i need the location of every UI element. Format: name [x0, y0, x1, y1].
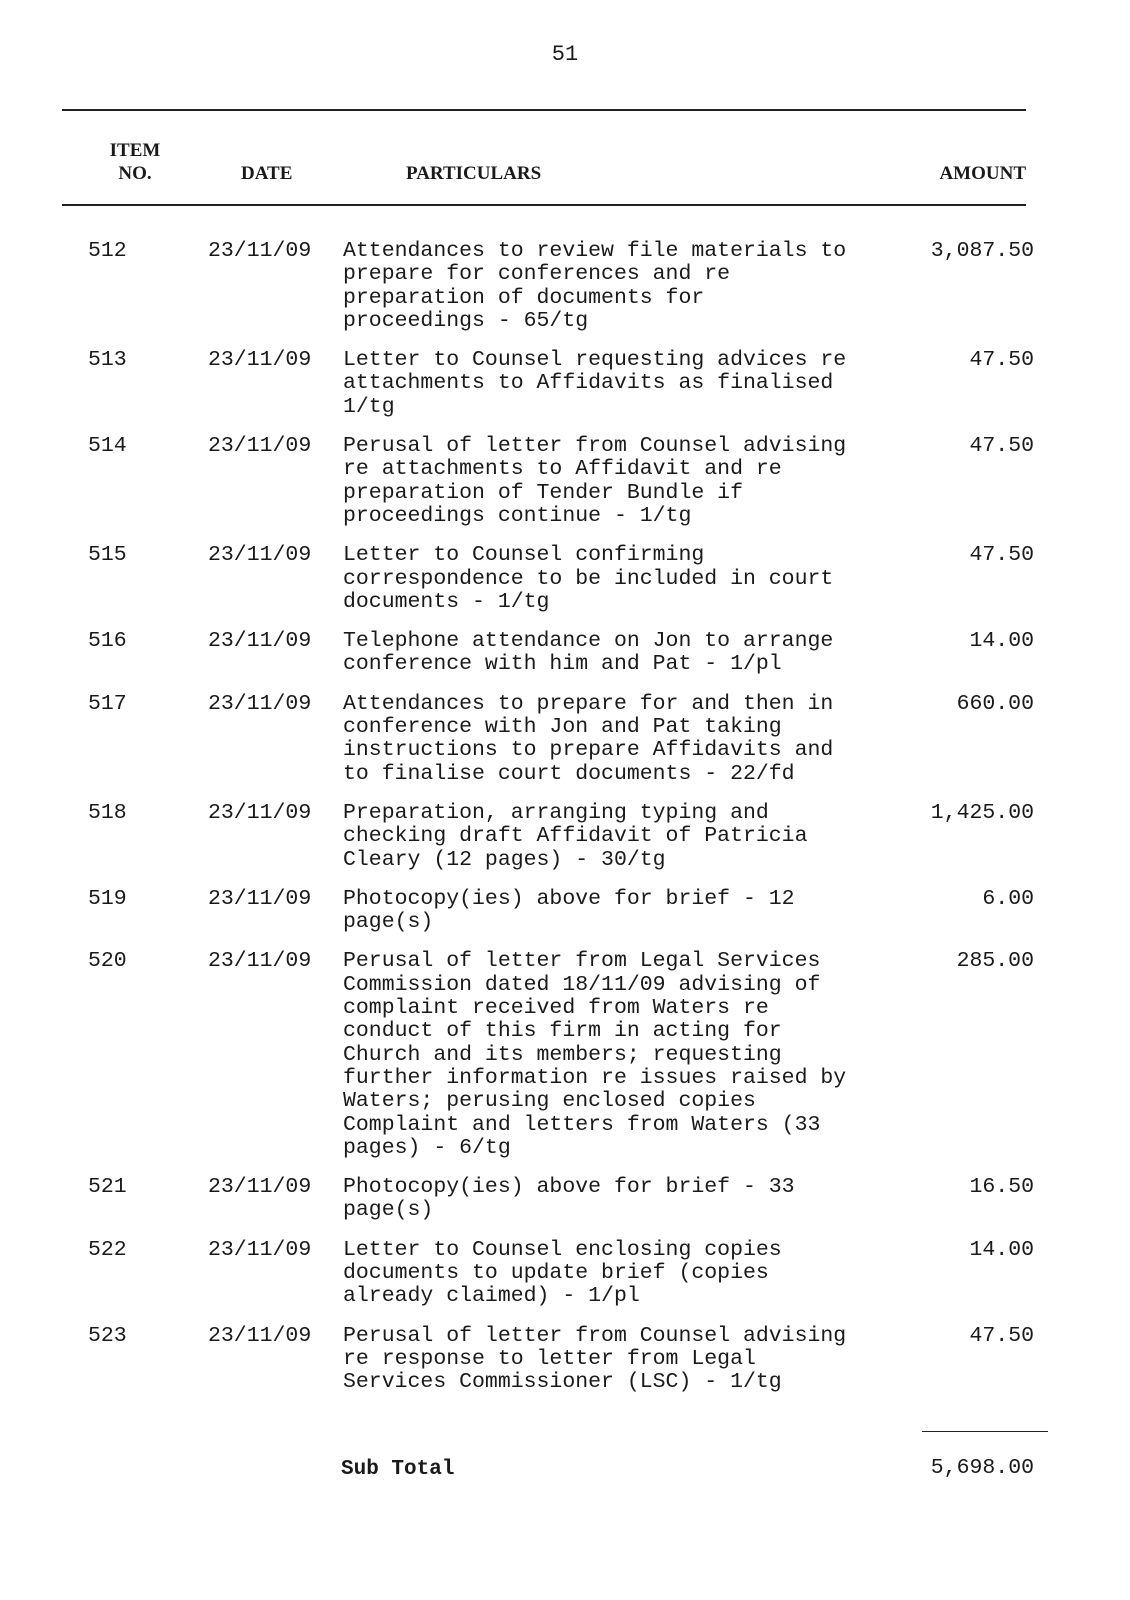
date-cell: 23/11/09 — [208, 543, 312, 568]
ledger-row — [0, 693, 1130, 786]
amount-cell: 14.00 — [969, 629, 1034, 654]
ledger-row — [0, 240, 1130, 333]
item-no-cell: 518 — [88, 800, 127, 825]
particulars-cell: Letter to Counsel requesting advices re attachments to Affidavits as finalised 1/tg — [343, 348, 847, 419]
amount-cell: 47.50 — [969, 1323, 1034, 1348]
item-no-cell: 519 — [88, 886, 127, 911]
date-cell: 23/11/09 — [208, 949, 312, 974]
ledger-row — [0, 1176, 1130, 1223]
item-no-cell: 512 — [88, 239, 127, 263]
ledger-row — [0, 630, 1130, 677]
particulars-cell: Perusal of letter from Legal Services Commission dated 18/11/09 advising of complaint received from Waters re conduct of this firm in acting for Church and its members; requesting further information re issues raised by Waters; perusing enclosed copies Complaint and letters from Waters (33 pages) - 6/tg — [343, 949, 847, 1160]
ledger-row — [0, 1239, 1130, 1309]
item-no-cell: 516 — [88, 629, 127, 654]
subtotal-value: 5,698.00 — [930, 1456, 1034, 1480]
ledger-row — [0, 802, 1130, 872]
subtotal-rule — [922, 1431, 1048, 1432]
particulars-cell: Photocopy(ies) above for brief - 12 page(s) — [343, 886, 795, 935]
header-bottom-rule — [62, 204, 1026, 206]
particulars-header: PARTICULARS — [406, 163, 542, 184]
item-no-cell: 513 — [88, 348, 127, 373]
page-number: 51 — [551, 42, 579, 67]
ledger-row — [0, 1325, 1130, 1395]
date-cell: 23/11/09 — [208, 348, 312, 373]
date-cell: 23/11/09 — [208, 691, 312, 716]
date-cell: 23/11/09 — [208, 1237, 312, 1262]
ledger-row — [0, 950, 1130, 1160]
ledger-row — [0, 435, 1130, 528]
item-no-cell: 514 — [88, 434, 127, 459]
date-cell: 23/11/09 — [208, 1175, 312, 1200]
date-cell: 23/11/09 — [208, 800, 312, 825]
particulars-cell: Attendances to review file materials to prepare for conferences and re preparation of documents for proceedings - 65/tg — [343, 239, 847, 333]
item-no-cell: 520 — [88, 949, 127, 974]
item-no-cell: 517 — [88, 691, 127, 716]
particulars-cell: Telephone attendance on Jon to arrange conference with him and Pat - 1/pl — [343, 629, 834, 677]
ledger-row — [0, 888, 1130, 935]
amount-cell: 3,087.50 — [930, 239, 1034, 263]
item-no-cell: 521 — [88, 1175, 127, 1200]
header-top-rule — [62, 109, 1026, 111]
particulars-cell: Perusal of letter from Counsel advising re attachments to Affidavit and re preparation of Tender Bundle if proceedings continue - 1/tg — [343, 434, 847, 528]
amount-cell: 14.00 — [969, 1237, 1034, 1262]
subtotal-label: Sub Total — [341, 1458, 455, 1481]
item-no-header: ITEM NO. — [109, 140, 161, 184]
particulars-cell: Letter to Counsel confirming correspondence to be included in court documents - 1/tg — [343, 543, 834, 614]
amount-cell: 47.50 — [969, 434, 1034, 459]
date-cell: 23/11/09 — [208, 886, 312, 911]
amount-cell: 16.50 — [969, 1175, 1034, 1200]
amount-cell: 6.00 — [982, 886, 1034, 911]
amount-cell: 47.50 — [969, 348, 1034, 373]
amount-header: AMOUNT — [939, 163, 1026, 184]
amount-cell: 1,425.00 — [930, 800, 1034, 825]
amount-cell: 47.50 — [969, 543, 1034, 568]
ledger-rows — [0, 240, 1130, 1410]
particulars-cell: Photocopy(ies) above for brief - 33 page(s) — [343, 1175, 795, 1223]
item-no-cell: 522 — [88, 1237, 127, 1262]
particulars-cell: Letter to Counsel enclosing copies documents to update brief (copies already claimed) - 1/pl — [343, 1237, 782, 1309]
ledger-row — [0, 349, 1130, 419]
item-no-cell: 523 — [88, 1323, 127, 1348]
amount-cell: 660.00 — [956, 691, 1034, 716]
ledger-row — [0, 544, 1130, 614]
particulars-cell: Preparation, arranging typing and checking draft Affidavit of Patricia Cleary (12 pages) - 30/tg — [343, 800, 808, 872]
date-header: DATE — [241, 163, 293, 184]
particulars-cell: Attendances to prepare for and then in conference with Jon and Pat taking instructions to prepare Affidavits and to finalise court documents - 22/fd — [343, 691, 834, 786]
date-cell: 23/11/09 — [208, 1323, 312, 1348]
particulars-cell: Perusal of letter from Counsel advising re response to letter from Legal Services Commissioner (LSC) - 1/tg — [343, 1323, 847, 1395]
date-cell: 23/11/09 — [208, 629, 312, 654]
date-cell: 23/11/09 — [208, 434, 312, 459]
amount-cell: 285.00 — [956, 949, 1034, 974]
date-cell: 23/11/09 — [208, 239, 312, 263]
item-no-cell: 515 — [88, 543, 127, 568]
